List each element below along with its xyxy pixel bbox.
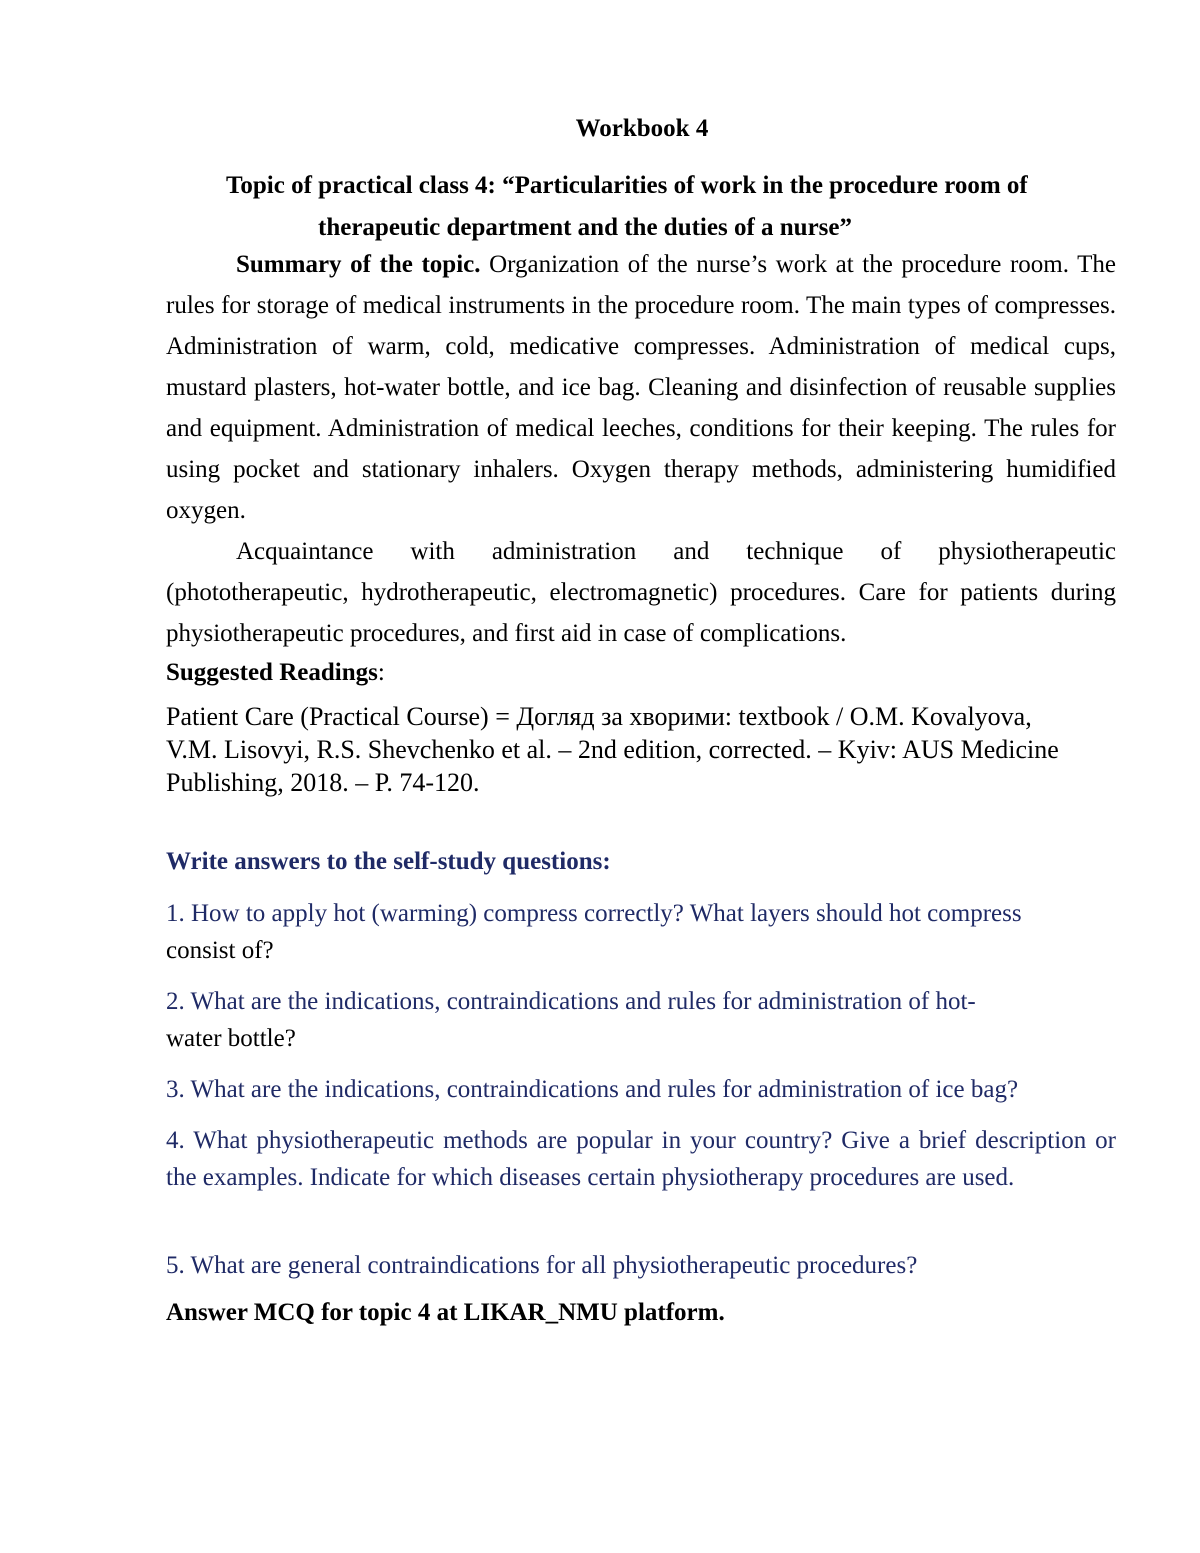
summary-text: Organization of the nurse’s work at the procedure room. The rules for storage of medical instruments in the procedure room. The main types of compresses. Administration of warm, cold, medicative compresses. Administration of medical cups, mustard plasters, hot-water bottle, and ice bag. Cleaning and disinfection of reusable supplies and equipment. Administration of medical leeches, conditions for their keeping. The rules for using pocket and stationary inhalers. Oxygen therapy methods, administering humidified oxygen.: [166, 251, 1116, 524]
question-5-line-1: 5. What are general contraindications for all physiotherapeutic procedures?: [166, 1252, 918, 1279]
mcq-instruction: Answer MCQ for topic 4 at LIKAR_NMU platform.: [166, 1299, 725, 1326]
question-2: [166, 983, 1116, 1057]
question-2-line-1: 2. What are the indications, contraindications and rules for administration of hot-: [166, 988, 976, 1015]
readings-heading: [166, 656, 385, 690]
readings-heading-label: Suggested Readings: [166, 659, 378, 686]
question-2-line-2: water bottle?: [166, 1025, 296, 1052]
document-title: Workbook 4: [575, 115, 709, 142]
question-3: [166, 1071, 1116, 1108]
question-3-line-1: 3. What are the indications, contraindications and rules for administration of ice bag?: [166, 1076, 1019, 1103]
question-1: [166, 895, 1116, 969]
reading-reference: [166, 700, 1126, 799]
topic-line-1: Topic of practical class 4: “Particularities of work in the procedure room of: [226, 172, 1028, 199]
question-4: 4. What physiotherapeutic methods are popular in your country? Give a brief description or the examples. Indicate for which diseases certain physiotherapy procedures are used.: [166, 1127, 1116, 1191]
acquaintance-paragraph: Acquaintance with administration and technique of physiotherapeutic (phototherapeutic, hydrotherapeutic, electromagnetic) procedures. Care for patients during physiotherapeutic procedures, and first aid in case of complications.: [166, 538, 1116, 647]
summary-paragraph: [166, 244, 1116, 531]
question-5: [166, 1247, 1116, 1284]
reference-line-1: Patient Care (Practical Course) = Догляд за хворими: textbook / O.M. Kovalyova,: [166, 702, 1032, 731]
question-1-line-2: consist of?: [166, 937, 274, 964]
readings-heading-colon: :: [377, 659, 385, 686]
topic-line-2: therapeutic department and the duties of a nurse”: [318, 214, 853, 241]
topic-heading: [226, 165, 1126, 249]
summary-lead: Summary of the topic.: [236, 251, 481, 278]
reference-line-3: Publishing, 2018. – P. 74-120.: [166, 768, 480, 797]
reference-line-2: V.M. Lisovyi, R.S. Shevchenko et al. – 2nd edition, corrected. – Kyiv: AUS Medicine: [166, 735, 1059, 764]
questions-heading: Write answers to the self-study questions:: [166, 848, 611, 875]
question-1-line-1: 1. How to apply hot (warming) compress correctly? What layers should hot compress: [166, 900, 1022, 927]
